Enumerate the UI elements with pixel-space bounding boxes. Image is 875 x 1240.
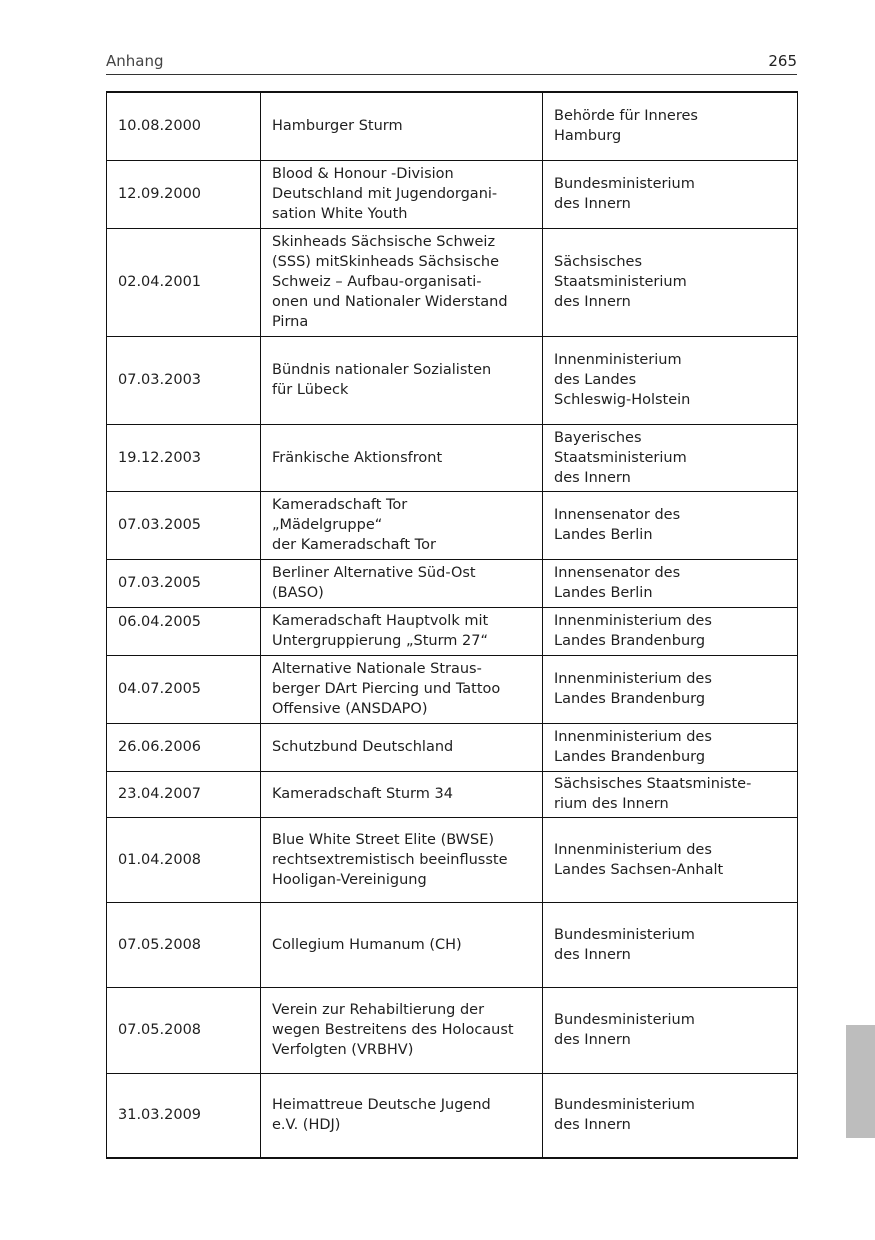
authority-cell: Bundesministerium des Innern: [543, 1073, 798, 1158]
table-row: [107, 92, 798, 160]
date-cell: 07.03.2005: [107, 491, 261, 559]
date-cell: 12.09.2000: [107, 160, 261, 228]
authority-cell: Innenministerium des Landes Brandenburg: [543, 655, 798, 723]
date-cell: 19.12.2003: [107, 424, 261, 491]
authority-cell: Innensenator des Landes Berlin: [543, 559, 798, 607]
date-cell: 23.04.2007: [107, 771, 261, 817]
table-row: [107, 559, 798, 607]
date-cell: 26.06.2006: [107, 723, 261, 771]
date-cell: 01.04.2008: [107, 817, 261, 902]
authority-cell: Bundesministerium des Innern: [543, 902, 798, 987]
ban-table: [106, 91, 798, 1159]
table-row: [107, 336, 798, 424]
date-cell: 02.04.2001: [107, 228, 261, 336]
organization-cell: Collegium Humanum (CH): [261, 902, 543, 987]
table-row: [107, 228, 798, 336]
authority-cell: Innensenator des Landes Berlin: [543, 491, 798, 559]
table-row: [107, 723, 798, 771]
organization-cell: Blood & Honour -Division Deutschland mit Jugendorgani- sation White Youth: [261, 160, 543, 228]
table-row: [107, 1073, 798, 1158]
page-number: 265: [768, 52, 797, 70]
organization-cell: Blue White Street Elite (BWSE) rechtsextremistisch beeinflusste Hooligan-Vereinigung: [261, 817, 543, 902]
organization-cell: Schutzbund Deutschland: [261, 723, 543, 771]
date-cell: 07.05.2008: [107, 902, 261, 987]
authority-cell: Behörde für Inneres Hamburg: [543, 92, 798, 160]
organization-cell: Kameradschaft Tor „Mädelgruppe“ der Kameradschaft Tor: [261, 491, 543, 559]
authority-cell: Innenministerium des Landes Brandenburg: [543, 723, 798, 771]
date-cell: 31.03.2009: [107, 1073, 261, 1158]
authority-cell: Sächsisches Staatsministe- rium des Innern: [543, 771, 798, 817]
date-cell: 07.03.2005: [107, 559, 261, 607]
table-row: [107, 655, 798, 723]
organization-cell: Verein zur Rehabiltierung der wegen Bestreitens des Holocaust Verfolgten (VRBHV): [261, 987, 543, 1073]
table-row: [107, 160, 798, 228]
organization-cell: Kameradschaft Hauptvolk mit Untergruppierung „Sturm 27“: [261, 607, 543, 655]
authority-cell: Bayerisches Staatsministerium des Innern: [543, 424, 798, 491]
date-cell: 07.05.2008: [107, 987, 261, 1073]
date-cell: 07.03.2003: [107, 336, 261, 424]
organization-cell: Skinheads Sächsische Schweiz (SSS) mitSkinheads Sächsische Schweiz – Aufbau-organisati- onen und Nationaler Widerstand Pirna: [261, 228, 543, 336]
authority-cell: Innenministerium des Landes Sachsen-Anhalt: [543, 817, 798, 902]
section-title: Anhang: [106, 52, 164, 70]
table-row: [107, 817, 798, 902]
authority-cell: Innenministerium des Landes Brandenburg: [543, 607, 798, 655]
organization-cell: Berliner Alternative Süd-Ost (BASO): [261, 559, 543, 607]
organization-cell: Alternative Nationale Straus- berger DArt Piercing und Tattoo Offensive (ANSDAPO): [261, 655, 543, 723]
chapter-thumb-tab: [846, 1025, 875, 1138]
table-row: [107, 771, 798, 817]
authority-cell: Innenministerium des Landes Schleswig-Holstein: [543, 336, 798, 424]
organization-cell: Kameradschaft Sturm 34: [261, 771, 543, 817]
running-head: [106, 52, 797, 75]
organization-cell: Fränkische Aktionsfront: [261, 424, 543, 491]
table-row: [107, 424, 798, 491]
organization-cell: Heimattreue Deutsche Jugend e.V. (HDJ): [261, 1073, 543, 1158]
organization-cell: Bündnis nationaler Sozialisten für Lübeck: [261, 336, 543, 424]
table-row: [107, 902, 798, 987]
table-row: [107, 607, 798, 655]
authority-cell: Sächsisches Staatsministerium des Innern: [543, 228, 798, 336]
organization-cell: Hamburger Sturm: [261, 92, 543, 160]
authority-cell: Bundesministerium des Innern: [543, 987, 798, 1073]
table-row: [107, 491, 798, 559]
date-cell: 04.07.2005: [107, 655, 261, 723]
table-row: [107, 987, 798, 1073]
date-cell: 06.04.2005: [107, 607, 261, 655]
authority-cell: Bundesministerium des Innern: [543, 160, 798, 228]
date-cell: 10.08.2000: [107, 92, 261, 160]
